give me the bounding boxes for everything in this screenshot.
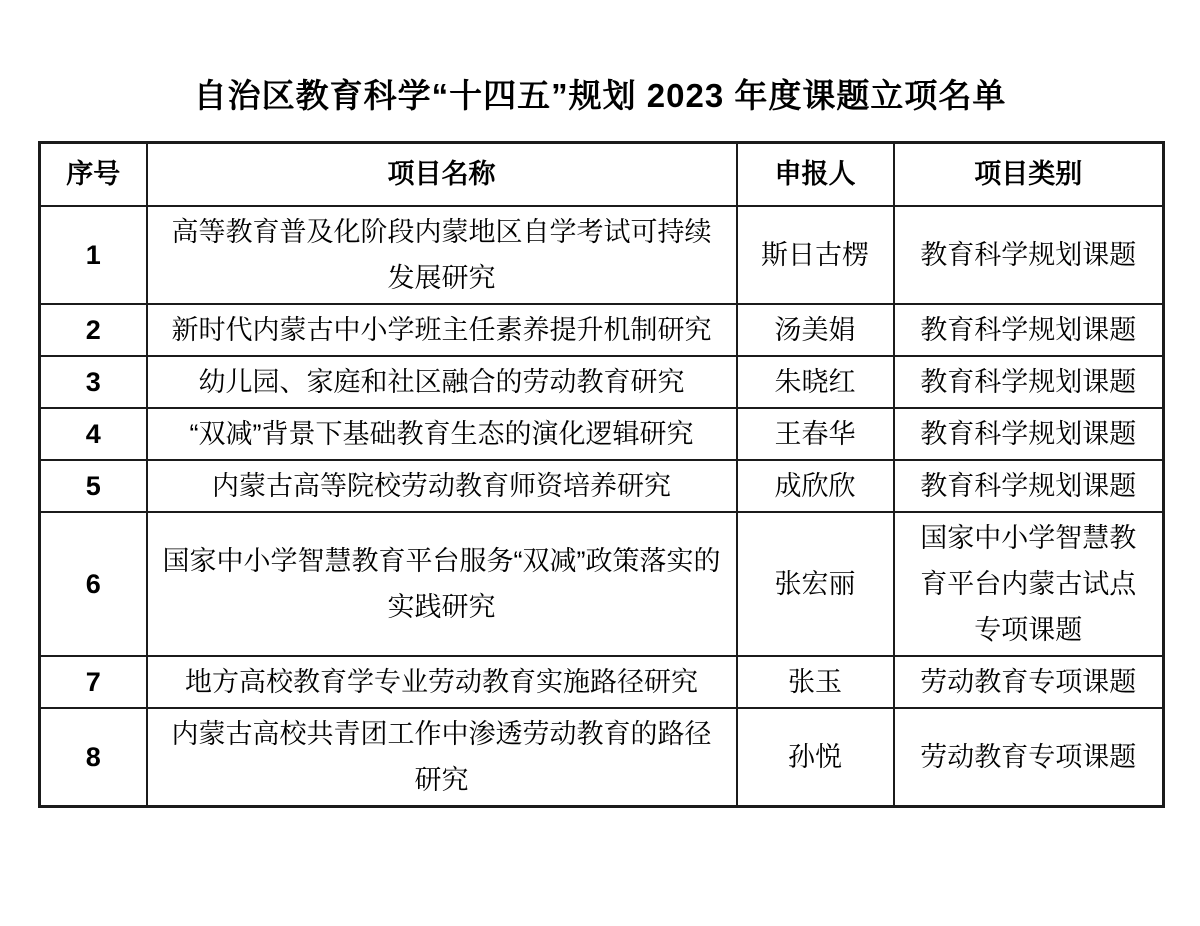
cell-applicant: 朱晓红 [737, 356, 894, 408]
header-applicant: 申报人 [737, 143, 894, 206]
table-row [40, 656, 1164, 708]
table-row [40, 512, 1164, 656]
cell-category: 教育科学规划课题 [894, 304, 1164, 356]
cell-category: 教育科学规划课题 [894, 460, 1164, 512]
cell-no: 2 [40, 304, 147, 356]
header-category: 项目类别 [894, 143, 1164, 206]
cell-applicant: 成欣欣 [737, 460, 894, 512]
table-row [40, 708, 1164, 807]
cell-applicant: 张宏丽 [737, 512, 894, 656]
cell-no: 5 [40, 460, 147, 512]
cell-project-name: 国家中小学智慧教育平台服务“双减”政策落实的实践研究 [147, 512, 737, 656]
cell-category: 教育科学规划课题 [894, 206, 1164, 304]
cell-no: 1 [40, 206, 147, 304]
cell-category: 劳动教育专项课题 [894, 708, 1164, 807]
header-project-name: 项目名称 [147, 143, 737, 206]
cell-no: 8 [40, 708, 147, 807]
table-row [40, 356, 1164, 408]
cell-project-name: 地方高校教育学专业劳动教育实施路径研究 [147, 656, 737, 708]
cell-project-name: 幼儿园、家庭和社区融合的劳动教育研究 [147, 356, 737, 408]
cell-category: 教育科学规划课题 [894, 356, 1164, 408]
cell-applicant: 汤美娟 [737, 304, 894, 356]
table-row [40, 304, 1164, 356]
cell-category: 劳动教育专项课题 [894, 656, 1164, 708]
cell-category: 教育科学规划课题 [894, 408, 1164, 460]
cell-no: 7 [40, 656, 147, 708]
cell-project-name: 新时代内蒙古中小学班主任素养提升机制研究 [147, 304, 737, 356]
cell-no: 6 [40, 512, 147, 656]
cell-applicant: 孙悦 [737, 708, 894, 807]
table-header-row [40, 143, 1164, 206]
cell-no: 4 [40, 408, 147, 460]
cell-project-name: “双减”背景下基础教育生态的演化逻辑研究 [147, 408, 737, 460]
cell-project-name: 内蒙古高等院校劳动教育师资培养研究 [147, 460, 737, 512]
cell-applicant: 斯日古楞 [737, 206, 894, 304]
cell-category: 国家中小学智慧教育平台内蒙古试点专项课题 [894, 512, 1164, 656]
cell-no: 3 [40, 356, 147, 408]
cell-applicant: 张玉 [737, 656, 894, 708]
page-title: 自治区教育科学“十四五”规划 2023 年度课题立项名单 [193, 77, 1007, 114]
table-row [40, 408, 1164, 460]
table-row [40, 206, 1164, 304]
cell-project-name: 内蒙古高校共青团工作中渗透劳动教育的路径研究 [147, 708, 737, 807]
header-no: 序号 [40, 143, 147, 206]
cell-project-name: 高等教育普及化阶段内蒙地区自学考试可持续发展研究 [147, 206, 737, 304]
cell-applicant: 王春华 [737, 408, 894, 460]
table-row [40, 460, 1164, 512]
projects-table [38, 141, 1165, 808]
